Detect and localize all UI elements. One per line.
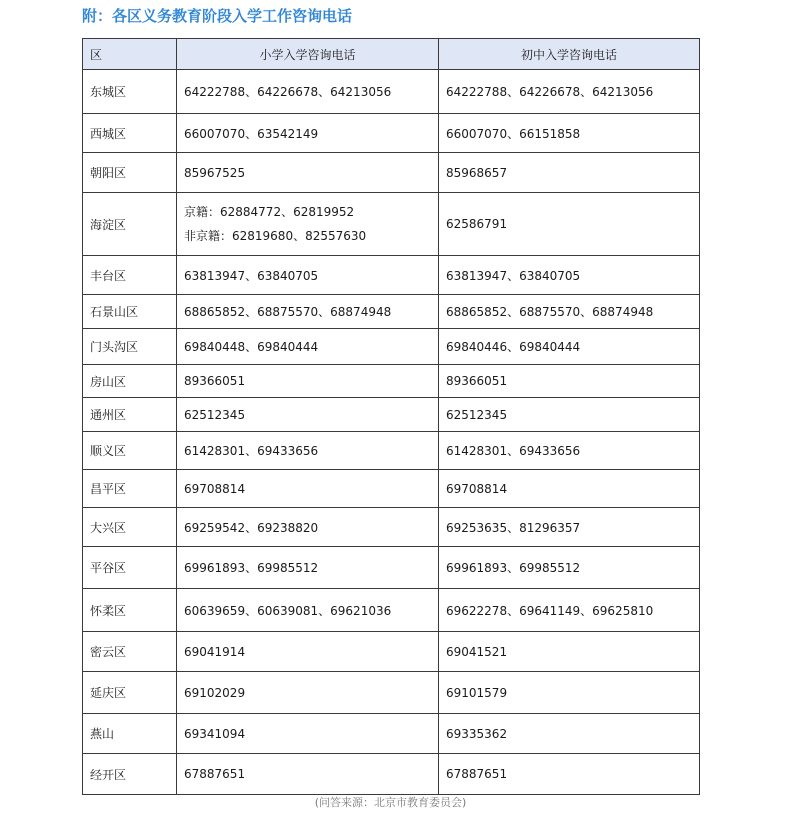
junior-phone-cell: 85968657 — [439, 153, 700, 193]
junior-phone-cell: 69708814 — [439, 470, 700, 508]
table-row — [83, 365, 700, 398]
primary-phone-cell: 68865852、68875570、68874948 — [177, 295, 439, 329]
table-row — [83, 193, 700, 256]
district-cell: 经开区 — [83, 754, 177, 795]
primary-phone-cell: 60639659、60639081、69621036 — [177, 589, 439, 632]
primary-phone-cell: 67887651 — [177, 754, 439, 795]
district-cell: 昌平区 — [83, 470, 177, 508]
primary-phone-cell: 69341094 — [177, 714, 439, 754]
table-row — [83, 398, 700, 432]
table-row — [83, 114, 700, 153]
primary-phone-cell: 69259542、69238820 — [177, 508, 439, 547]
junior-phone-cell: 63813947、63840705 — [439, 256, 700, 295]
primary-phone-cell: 85967525 — [177, 153, 439, 193]
junior-phone-cell: 69253635、81296357 — [439, 508, 700, 547]
junior-phone-cell: 69101579 — [439, 672, 700, 714]
district-cell: 西城区 — [83, 114, 177, 153]
table-row — [83, 508, 700, 547]
junior-phone-cell: 62512345 — [439, 398, 700, 432]
district-cell: 丰台区 — [83, 256, 177, 295]
district-cell: 海淀区 — [83, 193, 177, 256]
district-cell: 怀柔区 — [83, 589, 177, 632]
primary-phone-line-nonlocal: 非京籍：62819680、82557630 — [184, 229, 367, 243]
primary-phone-cell: 69041914 — [177, 632, 439, 672]
district-cell: 大兴区 — [83, 508, 177, 547]
table-row — [83, 329, 700, 365]
primary-phone-cell: 66007070、63542149 — [177, 114, 439, 153]
junior-phone-cell: 69622278、69641149、69625810 — [439, 589, 700, 632]
header-junior-phone: 初中入学咨询电话 — [439, 39, 700, 70]
junior-phone-cell: 64222788、64226678、64213056 — [439, 70, 700, 114]
table-row — [83, 547, 700, 589]
table-row — [83, 70, 700, 114]
page-title: 附：各区义务教育阶段入学工作咨询电话 — [82, 7, 353, 25]
district-cell: 门头沟区 — [83, 329, 177, 365]
table-row — [83, 672, 700, 714]
primary-phone-cell: 89366051 — [177, 365, 439, 398]
junior-phone-cell: 69961893、69985512 — [439, 547, 700, 589]
junior-phone-cell: 89366051 — [439, 365, 700, 398]
consultation-phone-table — [82, 38, 700, 795]
table-row — [83, 256, 700, 295]
primary-phone-line-local: 京籍：62884772、62819952 — [184, 205, 355, 219]
district-cell: 东城区 — [83, 70, 177, 114]
primary-phone-cell: 69840448、69840444 — [177, 329, 439, 365]
header-district: 区 — [83, 39, 177, 70]
district-cell: 顺义区 — [83, 432, 177, 470]
table-row — [83, 714, 700, 754]
table-row — [83, 470, 700, 508]
primary-phone-cell: 61428301、69433656 — [177, 432, 439, 470]
table-row — [83, 589, 700, 632]
junior-phone-cell: 69840446、69840444 — [439, 329, 700, 365]
district-cell: 房山区 — [83, 365, 177, 398]
header-primary-phone: 小学入学咨询电话 — [177, 39, 439, 70]
table-row — [83, 754, 700, 795]
primary-phone-cell: 64222788、64226678、64213056 — [177, 70, 439, 114]
primary-phone-cell — [177, 193, 439, 256]
table-row — [83, 632, 700, 672]
junior-phone-cell: 67887651 — [439, 754, 700, 795]
district-cell: 通州区 — [83, 398, 177, 432]
junior-phone-cell: 66007070、66151858 — [439, 114, 700, 153]
table-row — [83, 295, 700, 329]
source-note: (问答来源：北京市教育委员会) — [314, 796, 467, 809]
primary-phone-cell: 69961893、69985512 — [177, 547, 439, 589]
junior-phone-cell: 69041521 — [439, 632, 700, 672]
junior-phone-cell: 69335362 — [439, 714, 700, 754]
primary-phone-cell: 69708814 — [177, 470, 439, 508]
junior-phone-cell: 61428301、69433656 — [439, 432, 700, 470]
primary-phone-cell: 63813947、63840705 — [177, 256, 439, 295]
district-cell: 石景山区 — [83, 295, 177, 329]
district-cell: 密云区 — [83, 632, 177, 672]
district-cell: 燕山 — [83, 714, 177, 754]
primary-phone-cell: 69102029 — [177, 672, 439, 714]
district-cell: 平谷区 — [83, 547, 177, 589]
district-cell: 延庆区 — [83, 672, 177, 714]
junior-phone-cell: 62586791 — [439, 193, 700, 256]
table-row — [83, 153, 700, 193]
table-row — [83, 432, 700, 470]
table-header-row — [83, 39, 700, 70]
junior-phone-cell: 68865852、68875570、68874948 — [439, 295, 700, 329]
primary-phone-cell: 62512345 — [177, 398, 439, 432]
district-cell: 朝阳区 — [83, 153, 177, 193]
